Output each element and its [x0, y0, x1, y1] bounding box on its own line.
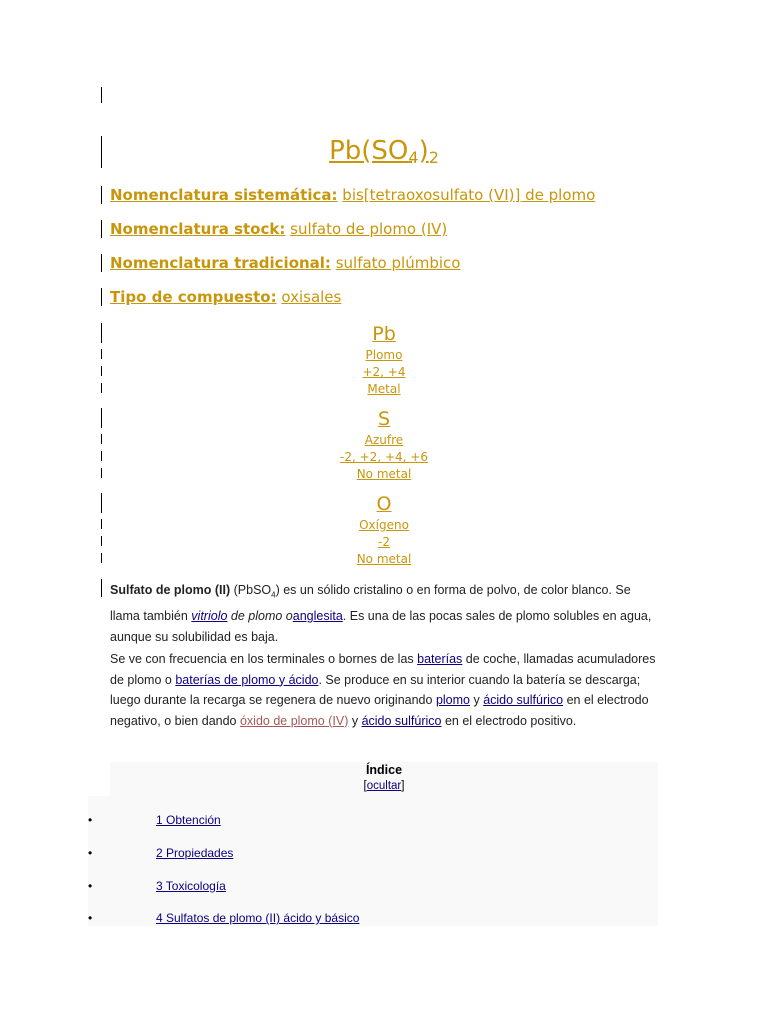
toc-hide-link[interactable]: ocultar: [366, 780, 402, 792]
element-name[interactable]: Azufre: [364, 433, 404, 447]
margin-bar: [101, 288, 102, 306]
element-valences[interactable]: -2: [378, 535, 390, 549]
element-symbol[interactable]: O: [376, 493, 392, 515]
toc-link-obtencion[interactable]: 1 Obtención: [156, 813, 221, 827]
intro-paragraph: Sulfato de plomo (II) (PbSO$_4$) es un sólido cristalino o en forma de polvo, de color blanco. Se llama también vitriolo de plomo oanglesita. Es una de las pocas sales de plomo solubles en agua, aunque su solubilidad es baja.: [110, 583, 652, 644]
margin-bar: [101, 220, 102, 238]
margin-bar: [101, 254, 102, 272]
nomenclature-sistematica[interactable]: Nomenclatura sistemática: bis[tetraoxosulfato (VI)] de plomo: [110, 186, 596, 204]
margin-bar: [101, 87, 102, 103]
toc-title: Índice: [365, 763, 403, 777]
toc-link-sulfatos[interactable]: 4 Sulfatos de plomo (II) ácido y básico: [156, 911, 360, 925]
element-type[interactable]: Metal: [367, 382, 401, 396]
element-valences[interactable]: -2, +2, +4, +6: [340, 450, 428, 464]
bullet-icon: •: [88, 911, 93, 925]
nomenclature-stock[interactable]: Nomenclatura stock: sulfato de plomo (IV): [110, 220, 448, 238]
link-baterias[interactable]: baterías: [417, 652, 463, 666]
link-acido-sulfurico[interactable]: ácido sulfúrico: [361, 713, 442, 728]
link-anglesita[interactable]: anglesita: [292, 609, 343, 623]
element-symbol[interactable]: Pb: [372, 323, 396, 345]
link-vitriolo[interactable]: vitriolo: [191, 609, 228, 623]
element-pb[interactable]: [0, 323, 768, 398]
element-type[interactable]: No metal: [356, 467, 412, 481]
link-acido-sulfurico[interactable]: ácido sulfúrico: [483, 693, 564, 707]
compound-name-bold: Sulfato de plomo (II): [110, 583, 231, 597]
margin-bar: [101, 579, 102, 597]
margin-bar: [101, 186, 102, 204]
element-name[interactable]: Plomo: [365, 348, 403, 362]
link-plomo[interactable]: plomo: [435, 693, 470, 707]
element-type[interactable]: No metal: [356, 552, 412, 566]
link-oxido-de-plomo[interactable]: óxido de plomo (IV): [239, 713, 349, 728]
link-baterias-plomo-acido[interactable]: baterías de plomo y ácido: [175, 672, 319, 687]
bullet-icon: •: [88, 879, 93, 893]
toc-toggle: [ocultar]: [363, 780, 405, 792]
toc-link-toxicologia[interactable]: 3 Toxicología: [156, 879, 226, 893]
element-valences[interactable]: +2, +4: [362, 365, 406, 379]
element-s[interactable]: [0, 408, 768, 483]
nomenclature-tradicional[interactable]: Nomenclatura tradicional: sulfato plúmbico: [110, 254, 461, 272]
element-name[interactable]: Oxígeno: [359, 518, 409, 532]
bullet-icon: •: [88, 846, 93, 860]
compound-type[interactable]: Tipo de compuesto: oxisales: [110, 288, 342, 306]
element-symbol[interactable]: S: [377, 408, 391, 430]
toc-link-propiedades[interactable]: 2 Propiedades: [156, 846, 234, 860]
battery-paragraph: Se ve con frecuencia en los terminales o bornes de las baterías de coche, llamadas acumuladores de plomo o baterías de plomo y ácido. Se produce en su interior cuando la batería se descarga; luego durante la recarga se regenera de nuevo originando plomo y ácido sulfúrico en el electrodo negativo, o bien dando óxido de plomo (IV) y ácido sulfúrico en el electrodo positivo.: [110, 652, 656, 728]
bullet-icon: •: [88, 813, 93, 827]
page-title[interactable]: $Pb(SO_4)_2$: [329, 136, 439, 167]
element-o[interactable]: [0, 493, 768, 568]
